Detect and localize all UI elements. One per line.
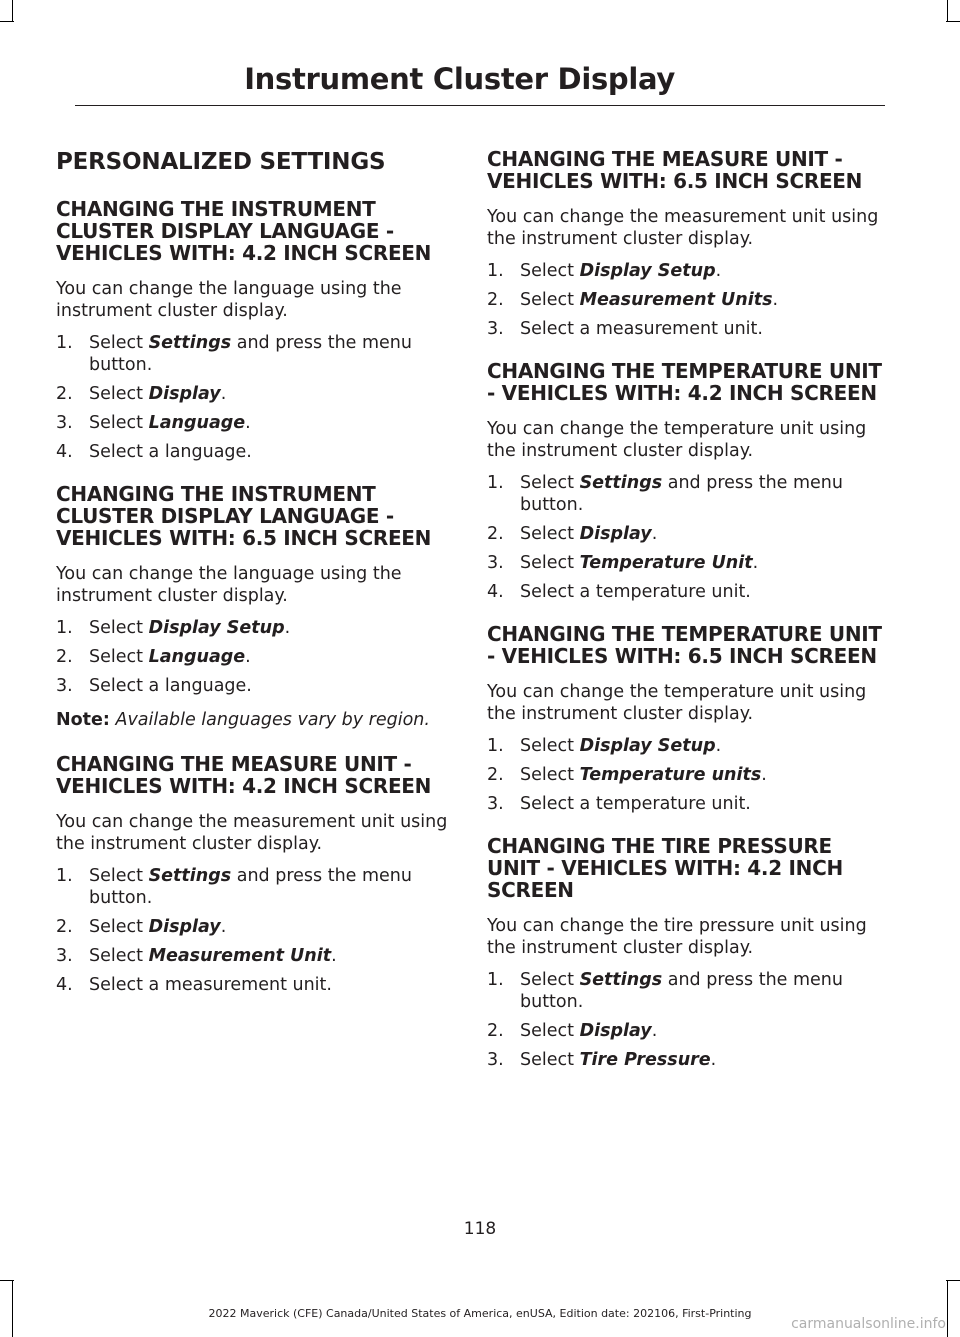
ui-label: Display — [579, 1021, 652, 1041]
step-number: 2. — [56, 647, 73, 667]
step-text: Select a language. — [89, 676, 252, 696]
ui-label: Display — [148, 384, 221, 404]
step-item — [487, 472, 887, 516]
steps-list — [56, 617, 456, 697]
step-text-end: . — [715, 261, 722, 281]
ui-label: Language — [148, 647, 246, 667]
ui-label: Display Setup — [579, 736, 716, 756]
section-intro: You can change the temperature unit using the instrument cluster display. — [487, 682, 867, 724]
step-item — [487, 793, 887, 815]
step-item — [487, 1049, 887, 1071]
step-item — [487, 764, 887, 786]
section-heading: CHANGING THE MEASURE UNIT - VEHICLES WITH: 6.5 INCH SCREEN — [487, 147, 863, 193]
step-item — [56, 675, 456, 697]
step-item — [487, 523, 887, 545]
note-text: Available languages vary by region. — [115, 710, 430, 730]
section-heading: CHANGING THE INSTRUMENT CLUSTER DISPLAY LANGUAGE - VEHICLES WITH: 4.2 INCH SCREEN — [56, 197, 432, 265]
step-text: Select — [89, 917, 149, 937]
step-item — [56, 646, 456, 668]
step-number: 2. — [56, 384, 73, 404]
steps-list — [487, 969, 887, 1071]
step-text-end: . — [715, 736, 722, 756]
section-heading: CHANGING THE TEMPERATURE UNIT - VEHICLES WITH: 4.2 INCH SCREEN — [487, 359, 882, 405]
step-number: 1. — [487, 261, 504, 281]
step-number: 2. — [56, 917, 73, 937]
main-heading: PERSONALIZED SETTINGS — [56, 149, 386, 175]
step-number: 3. — [487, 553, 504, 573]
ui-label: Measurement Unit — [148, 946, 332, 966]
step-text-end: . — [284, 618, 291, 638]
step-text: Select — [89, 946, 149, 966]
step-number: 1. — [487, 970, 504, 990]
ui-label: Display Setup — [579, 261, 716, 281]
step-item — [56, 412, 456, 434]
step-text: Select — [89, 413, 149, 433]
step-text: Select a measurement unit. — [520, 319, 763, 339]
step-item — [56, 383, 456, 405]
step-number: 4. — [56, 442, 73, 462]
ui-label: Settings — [148, 866, 232, 886]
step-number: 3. — [56, 413, 73, 433]
step-item — [56, 916, 456, 938]
step-number: 1. — [487, 736, 504, 756]
crop-mark-top-left — [0, 21, 14, 22]
section-intro: You can change the measurement unit using the instrument cluster display. — [56, 812, 448, 854]
header-divider — [75, 105, 885, 106]
step-number: 1. — [56, 618, 73, 638]
step-text: Select — [89, 333, 149, 353]
step-number: 2. — [487, 524, 504, 544]
step-text: Select a measurement unit. — [89, 975, 332, 995]
step-text-end: . — [752, 553, 759, 573]
step-number: 3. — [56, 676, 73, 696]
step-text-end: and press the menu button. — [520, 970, 843, 1012]
step-text-end: . — [245, 647, 251, 667]
step-number: 2. — [487, 765, 504, 785]
step-item — [487, 289, 887, 311]
step-item — [487, 552, 887, 574]
step-text: Select — [89, 647, 149, 667]
step-text: Select — [520, 1021, 580, 1041]
step-text-end: . — [651, 524, 658, 544]
step-text: Select — [520, 553, 580, 573]
section-intro: You can change the language using the instrument cluster display. — [56, 279, 402, 321]
ui-label: Tire Pressure — [579, 1050, 711, 1070]
step-item — [56, 441, 456, 463]
step-text: Select — [520, 261, 580, 281]
step-text: Select — [89, 384, 149, 404]
step-item — [487, 260, 887, 282]
steps-list — [487, 472, 887, 603]
page-number: 118 — [463, 1219, 497, 1239]
ui-label: Settings — [579, 473, 663, 493]
step-number: 4. — [487, 582, 504, 602]
ui-label: Display — [148, 917, 221, 937]
page-header-title: Instrument Cluster Display — [244, 62, 675, 96]
step-number: 1. — [487, 473, 504, 493]
steps-list — [56, 865, 456, 996]
step-text: Select a temperature unit. — [520, 794, 751, 814]
steps-list — [487, 260, 887, 340]
step-item — [487, 318, 887, 340]
step-item — [56, 617, 456, 639]
step-text-end: . — [772, 290, 779, 310]
note-label: Note: — [56, 710, 110, 730]
step-text-end: . — [220, 384, 227, 404]
step-number: 2. — [487, 1021, 504, 1041]
right-column — [487, 148, 887, 1091]
step-text-end: and press the menu button. — [520, 473, 843, 515]
step-number: 3. — [487, 1050, 504, 1070]
section-intro: You can change the language using the instrument cluster display. — [56, 564, 402, 606]
steps-list — [487, 735, 887, 815]
section-intro: You can change the temperature unit using the instrument cluster display. — [487, 419, 867, 461]
step-item — [56, 974, 456, 996]
section-heading: CHANGING THE TIRE PRESSURE UNIT - VEHICLES WITH: 4.2 INCH SCREEN — [487, 834, 843, 902]
step-number: 4. — [56, 975, 73, 995]
step-item — [56, 332, 456, 376]
step-item — [56, 865, 456, 909]
section-intro: You can change the measurement unit using the instrument cluster display. — [487, 207, 879, 249]
step-number: 1. — [56, 333, 73, 353]
ui-label: Language — [148, 413, 246, 433]
step-number: 1. — [56, 866, 73, 886]
footer-edition-text: 2022 Maverick (CFE) Canada/United States of America, enUSA, Edition date: 202106, First-Printing — [208, 1307, 752, 1320]
crop-mark-bottom-right — [946, 1280, 960, 1281]
section-heading: CHANGING THE TEMPERATURE UNIT - VEHICLES WITH: 6.5 INCH SCREEN — [487, 622, 882, 668]
steps-list — [56, 332, 456, 463]
step-text-end: and press the menu button. — [89, 866, 412, 908]
step-number: 3. — [487, 319, 504, 339]
ui-label: Display Setup — [148, 618, 285, 638]
step-text: Select — [520, 765, 580, 785]
step-item — [487, 735, 887, 757]
step-item — [56, 945, 456, 967]
step-text-end: . — [761, 765, 767, 785]
crop-mark-top-right — [946, 21, 960, 22]
ui-label: Display — [579, 524, 652, 544]
crop-mark-top-right — [947, 0, 948, 22]
note — [56, 709, 456, 731]
step-text: Select — [520, 524, 580, 544]
step-number: 3. — [56, 946, 73, 966]
step-text-end: . — [245, 413, 251, 433]
step-text: Select — [89, 866, 149, 886]
step-text-end: . — [331, 946, 337, 966]
step-number: 2. — [487, 290, 504, 310]
section-heading: CHANGING THE MEASURE UNIT - VEHICLES WITH: 4.2 INCH SCREEN — [56, 752, 432, 798]
step-text: Select — [89, 618, 149, 638]
step-text: Select a temperature unit. — [520, 582, 751, 602]
step-item — [487, 581, 887, 603]
crop-mark-bottom-left — [0, 1280, 14, 1281]
step-text: Select a language. — [89, 442, 252, 462]
section-intro: You can change the tire pressure unit using the instrument cluster display. — [487, 916, 867, 958]
step-text-end: . — [710, 1050, 717, 1070]
step-text-end: . — [651, 1021, 658, 1041]
ui-label: Settings — [148, 333, 232, 353]
step-text: Select — [520, 736, 580, 756]
step-text: Select — [520, 970, 580, 990]
step-text: Select — [520, 290, 580, 310]
watermark: carmanualsonline.info — [791, 1316, 946, 1332]
step-item — [487, 1020, 887, 1042]
step-item — [487, 969, 887, 1013]
ui-label: Settings — [579, 970, 663, 990]
step-number: 3. — [487, 794, 504, 814]
step-text-end: . — [220, 917, 227, 937]
ui-label: Measurement Units — [579, 290, 773, 310]
left-column — [56, 148, 456, 1016]
crop-mark-top-left — [12, 0, 13, 22]
step-text: Select — [520, 473, 580, 493]
ui-label: Temperature Unit — [579, 553, 753, 573]
ui-label: Temperature units — [579, 765, 762, 785]
section-heading: CHANGING THE INSTRUMENT CLUSTER DISPLAY LANGUAGE - VEHICLES WITH: 6.5 INCH SCREEN — [56, 482, 432, 550]
step-text: Select — [520, 1050, 580, 1070]
step-text-end: and press the menu button. — [89, 333, 412, 375]
